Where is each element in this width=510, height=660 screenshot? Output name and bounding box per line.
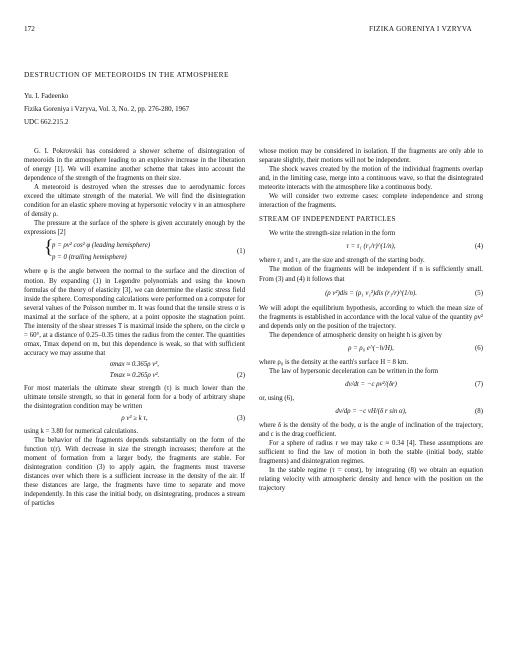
- equation-number: (7): [475, 380, 483, 388]
- equation-number: (5): [475, 289, 483, 297]
- paragraph: whose motion may be considered in isolation. If the fragments are only able to separate slightly, their motions will not be independent.: [259, 148, 483, 165]
- paragraph: For most materials the ultimate shear strength (τ) is much lower than the ultimate tensile strength, so that in general form for a body of arbitrary shape the disintegration condition may be written: [24, 384, 245, 411]
- equation-1: [24, 237, 245, 267]
- equation-6: [259, 340, 483, 358]
- equation-line: ρ = ρ₀ e^(−h/H),: [348, 344, 394, 352]
- paragraph: G. I. Pokrovskii has considered a shower scheme of disintegration of meteoroids in the atmosphere leading to an explosive increase in the liberation of energy [1]. We will examine another scheme that takes into account the dependence of the strength of the fragments on their size.: [24, 148, 245, 183]
- article-title: DESTRUCTION OF METEOROIDS IN THE ATMOSPHERE: [24, 70, 229, 79]
- paragraph: We will consider two extreme cases: complete independence and strong interaction of the fragments.: [259, 193, 483, 210]
- paragraph: The behavior of the fragments depends substantially on the form of the function τ(r). With decrease in size the strength increases; therefore at the moment of formation from a larger body, the fragments are stable. For disintegration condition (3) to apply again, the fragments must traverse distances over which there is a sufficient increase in the density of the air. If these distances are large, the fragments have time to separate and move independently. In this case the initial body, on disintegrating, produces a stream of particles: [24, 437, 245, 508]
- equation-line: (ρ v²)dis = (ρ₁ v₁²)dis (r₁/r)^(1/n).: [325, 289, 417, 297]
- paragraph: where δ is the density of the body, α is the angle of inclination of the trajectory, and c is the drag coefficient.: [259, 421, 483, 438]
- equation-number: (3): [237, 415, 245, 423]
- equation-4: [259, 238, 483, 256]
- equation-number: (2): [237, 371, 245, 379]
- equation-3: [24, 411, 245, 427]
- equation-number: (1): [237, 248, 245, 256]
- equation-5: [259, 284, 483, 304]
- paragraph: The law of hypersonic deceleration can be written in the form: [269, 367, 439, 375]
- equation-number: (6): [475, 344, 483, 352]
- equation-line: p = ρv² cos² φ (leading hemisphere): [52, 242, 151, 250]
- equation-line: σmax ≈ 0.365ρ v²,: [109, 360, 160, 368]
- equation-line: τ = τ₁ (r₁/r)^(1/n),: [346, 243, 396, 251]
- paragraph: For a sphere of radius r we may take c ≈ 0.34 [4]. These assumptions are sufficient to find the law of motion in both the stable (initial body, stable fragments) and disintegration regimes.: [259, 439, 483, 466]
- equation-line: Tmax ≈ 0.265ρ v².: [109, 371, 160, 379]
- equation-7: [259, 376, 483, 394]
- equation-line: p = 0 (trailing hemisphere): [52, 254, 127, 262]
- author: Yu. I. Fadeenko: [24, 92, 69, 100]
- paragraph: We will adopt the equilibrium hypothesis, according to which the mean size of the fragments is established in accordance with the local value of the quantity ρv² and depends only on the position of the trajectory.: [259, 304, 483, 330]
- paragraph: The motion of the fragments will be independent if n is sufficiently small. From (3) and (4) it follows that: [259, 266, 483, 283]
- equation-line: dv/dt = −c ρv²/(δr): [345, 380, 397, 388]
- equation-line: ρ v² ≥ k τ,: [121, 415, 148, 423]
- paragraph: where φ is the angle between the normal to the surface and the direction of motion. By expanding (1) in Legendre polynomials and using the known formulas of the theory of elasticity [3], we can determine the elastic stress field inside the sphere. Corresponding calculations were performed on a computer for several values of the Poisson number m. It was found that the tensile stress σ is maximal at the surface of the sphere, at a point opposite the stagnation point. The intensity of the shear stresses T is maximal inside the sphere, on the circle φ = 60°, at a distance of 0.25–0.35 times the radius from the center. The quantities σmax, Tmax depend on m, but this dependence is weak, so that with sufficient accuracy we may assume that: [24, 268, 245, 357]
- journal-name: FIZIKA GORENIYA I VZRYVA: [369, 25, 472, 33]
- paragraph: using k = 3.80 for numerical calculations.: [24, 428, 139, 436]
- equation-line: dv/dρ = −c vH/(δ r sin α),: [335, 407, 407, 415]
- paragraph: We write the strength-size relation in the form: [269, 230, 396, 238]
- equation-number: (8): [475, 407, 483, 415]
- paragraph: or, using (6),: [259, 394, 295, 402]
- equation-2: [24, 358, 245, 384]
- left-column: [24, 147, 245, 509]
- paragraph: where r₁ and τ₁ are the size and strength of the starting body.: [259, 257, 425, 265]
- equation-number: (4): [475, 243, 483, 251]
- paragraph: The pressure at the surface of the sphere is given accurately enough by the expressions [2]: [24, 220, 245, 237]
- paragraph: In the stable regime (τ = const), by integrating (8) we obtain an equation relating velocity with atmospheric density and hence with the position on the trajectory: [259, 467, 483, 493]
- paragraph: where ρ₀ is the density at the earth's surface H = 8 km.: [259, 358, 409, 366]
- equation-8: [259, 403, 483, 421]
- right-column: [259, 147, 483, 493]
- paragraph: The dependence of atmospheric density on height h is given by: [269, 331, 442, 339]
- paragraph: A meteoroid is destroyed when the stresses due to aerodynamic forces exceed the ultimate strength of the material. We will find the disintegration condition for an elastic sphere moving at hypersonic velocity v in an atmosphere of density ρ.: [24, 184, 245, 219]
- brace-symbol: {: [44, 237, 54, 259]
- citation: Fizika Goreniya i Vzryva, Vol. 3, No. 2, pp. 276-280, 1967: [24, 105, 190, 113]
- udc-code: UDC 662.215.2: [24, 118, 69, 126]
- section-title: STREAM OF INDEPENDENT PARTICLES: [259, 215, 396, 224]
- paragraph: The shock waves created by the motion of the individual fragments overlap and, in the limiting case, merge into a continuous wave, so that the disintegrated meteorite interacts with the atmosphere like a continuous body.: [259, 166, 483, 192]
- page-number: 172: [24, 25, 35, 33]
